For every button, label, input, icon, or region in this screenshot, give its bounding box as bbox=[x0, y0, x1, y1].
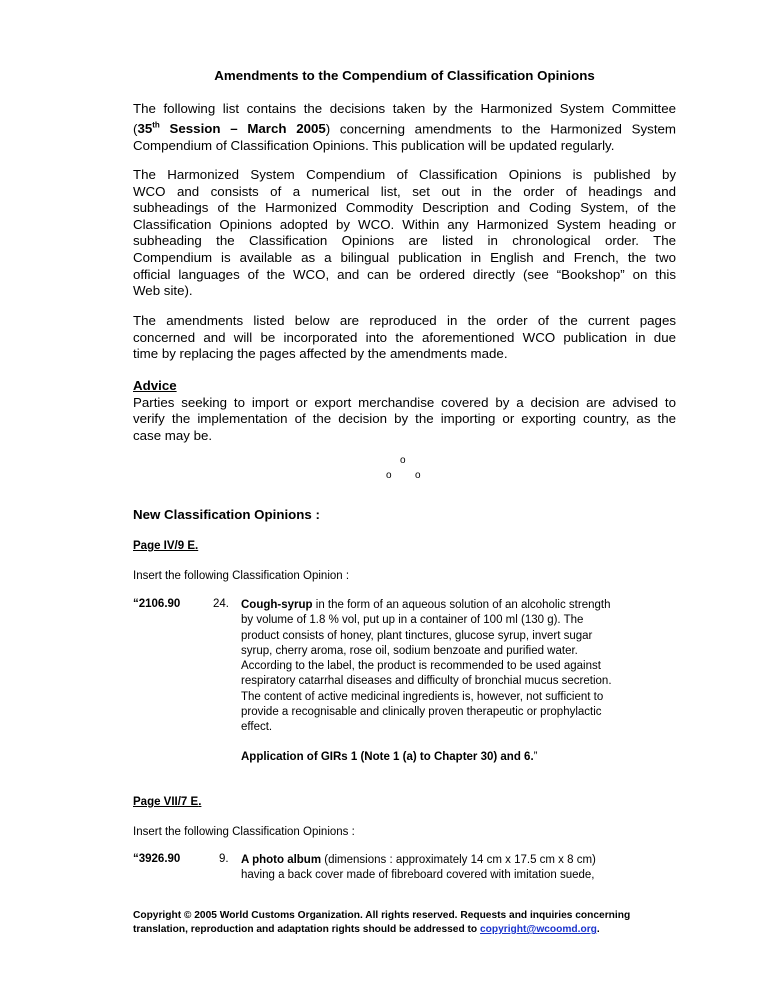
page-ref-text: Page VII/7 E bbox=[133, 796, 199, 808]
para3-line: concerned and will be incorporated into the aforementioned WCO publication in due bbox=[133, 329, 676, 345]
separator-dot: o bbox=[415, 470, 421, 481]
page-ref-text: Page IV/9 E bbox=[133, 540, 196, 552]
intro-line-2-rest: ) concerning amendments to the Harmonized System bbox=[325, 121, 676, 137]
opinion-line bbox=[241, 853, 681, 868]
session-label bbox=[137, 121, 325, 136]
footer-line-1: Copyright © 2005 World Customs Organization. All rights reserved. Requests and inquiries concerning bbox=[133, 910, 631, 921]
product-name: A photo album bbox=[241, 854, 322, 866]
para2-line: The Harmonized System Compendium of Classification Opinions is published by bbox=[133, 167, 676, 182]
insert-instruction: Insert the following Classification Opinions : bbox=[133, 826, 355, 838]
para2-line: WCO and consists of a numerical list, set out in the order of headings and bbox=[133, 183, 676, 199]
insert-instruction: Insert the following Classification Opinion : bbox=[133, 570, 350, 582]
hs-code: “2106.90 bbox=[133, 598, 181, 610]
page-ref-vii-7 bbox=[133, 796, 201, 808]
closing-quote: ” bbox=[533, 751, 538, 763]
para2-line: Compendium is available as a bilingual publication in English and French, the two bbox=[133, 249, 676, 265]
footer-line-2 bbox=[133, 923, 676, 937]
advice-line: Parties seeking to import or export merchandise covered by a decision are advised to bbox=[133, 394, 676, 410]
intro-paragraph bbox=[133, 101, 676, 154]
separator-dot: o bbox=[400, 455, 406, 466]
advice-line: case may be. bbox=[133, 427, 213, 443]
opinion-line: effect. bbox=[241, 721, 273, 734]
para2-line: subheadings of the Harmonized Commodity Description and Coding System, of the bbox=[133, 200, 676, 216]
advice-heading: Advice bbox=[133, 378, 177, 393]
opinion-line bbox=[241, 598, 681, 613]
opinion-line: According to the label, the product is recommended to be used against bbox=[241, 660, 601, 673]
opinion-number: 9. bbox=[219, 853, 229, 865]
page-title: Amendments to the Compendium of Classification Opinions bbox=[214, 68, 595, 83]
opinion-line-text: in the form of an aqueous solution of an alcoholic strength bbox=[312, 599, 611, 611]
amendments-paragraph bbox=[133, 313, 676, 363]
application-line bbox=[241, 750, 681, 765]
product-name: Cough-syrup bbox=[241, 599, 313, 611]
footer-period: . bbox=[596, 924, 600, 935]
para3-line: The amendments listed below are reproduced in the order of the current pages bbox=[133, 313, 676, 328]
intro-line-3: Compendium of Classification Opinions. This publication will be updated regularly. bbox=[133, 137, 615, 153]
page-ref-period: . bbox=[198, 796, 202, 808]
intro-line-2 bbox=[133, 118, 676, 138]
separator-dot: o bbox=[386, 470, 392, 481]
intro-paren-open: ( bbox=[133, 121, 138, 137]
copyright-email-link[interactable]: copyright@wcoomd.org bbox=[479, 924, 597, 935]
session-number: 35 bbox=[137, 121, 153, 137]
intro-line-1: The following list contains the decisions taken by the Harmonized System Committee bbox=[133, 101, 676, 116]
para2-line: official languages of the WCO, and can be ordered directly (see “Bookshop” on this bbox=[133, 266, 676, 282]
para2-line: subheading the Classification Opinions are listed in chronological order. The bbox=[133, 233, 676, 249]
advice-line: verify the implementation of the decision by the importing or exporting country, as the bbox=[133, 411, 676, 427]
opinion-line-text: (dimensions : approximately 14 cm x 17.5 cm x 8 cm) bbox=[321, 854, 596, 866]
para2-line: Classification Opinions adopted by WCO. Within any Harmonized System heading or bbox=[133, 216, 676, 232]
session-superscript: th bbox=[152, 120, 160, 130]
para3-line: time by replacing the pages affected by the amendments made. bbox=[133, 346, 508, 362]
copyright-footer bbox=[133, 909, 676, 937]
page-ref-iv-9 bbox=[133, 540, 198, 552]
opinion-text bbox=[241, 598, 681, 736]
opinion-line: provide a recognisable and clinically proven therapeutic or prophylactic bbox=[241, 706, 602, 719]
page-ref-period: . bbox=[195, 540, 199, 552]
opinion-line: product consists of honey, plant tinctures, glucose syrup, invert sugar bbox=[241, 629, 593, 642]
opinion-text bbox=[241, 853, 681, 884]
footer-line-2-text: translation, reproduction and adaptation rights should be addressed to bbox=[133, 924, 480, 935]
opinion-line: The content of active medicinal ingredients is, however, not sufficient to bbox=[241, 690, 604, 703]
opinion-number: 24. bbox=[213, 598, 229, 610]
opinion-line: syrup, cherry aroma, rose oil, sodium benzoate and purified water. bbox=[241, 644, 578, 657]
session-date: Session – March 2005 bbox=[159, 121, 326, 137]
new-opinions-heading: New Classification Opinions : bbox=[133, 507, 320, 522]
hs-code: “3926.90 bbox=[133, 853, 181, 865]
advice-section bbox=[133, 378, 676, 444]
opinion-line: by volume of 1.8 % vol, put up in a container of 100 ml (130 g). The bbox=[241, 614, 584, 627]
opinion-line: having a back cover made of fibreboard covered with imitation suede, bbox=[241, 869, 595, 882]
para2-line: Web site). bbox=[133, 283, 193, 299]
compendium-paragraph bbox=[133, 167, 676, 300]
application-text: Application of GIRs 1 (Note 1 (a) to Chapter 30) and 6. bbox=[241, 751, 534, 763]
opinion-line: respiratory catarrhal diseases and difficulty of bronchial mucus secretion. bbox=[241, 675, 612, 688]
